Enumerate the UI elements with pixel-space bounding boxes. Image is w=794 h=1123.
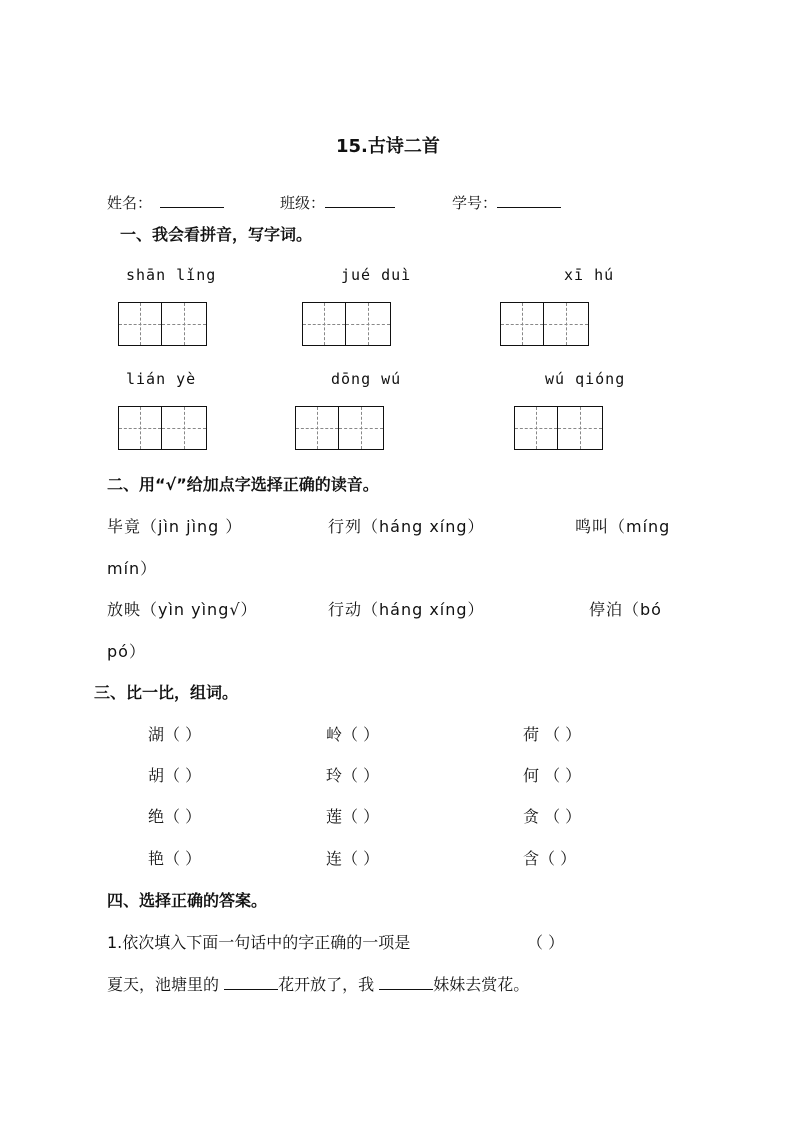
grid-cell[interactable]	[162, 302, 207, 346]
writing-grid[interactable]	[302, 302, 391, 346]
writing-grid[interactable]	[118, 302, 207, 346]
section4-heading: 四、选择正确的答案。	[107, 891, 268, 910]
class-field-row	[280, 192, 395, 213]
grid-cell[interactable]	[544, 302, 589, 346]
compose-word-item[interactable]: 贪 （ ）	[523, 807, 582, 826]
reading-item[interactable]: 行列（háng xíng）	[328, 517, 485, 536]
grid-cell[interactable]	[302, 302, 346, 346]
id-label: 学号：	[452, 194, 498, 212]
compose-word-item[interactable]: 何 （ ）	[523, 766, 582, 785]
pinyin-label: dōng wú	[331, 370, 402, 388]
pinyin-label: jué duì	[341, 266, 412, 284]
page-title: 15.古诗二首	[336, 136, 440, 157]
grid-cell[interactable]	[339, 406, 384, 450]
compose-word-item[interactable]: 湖（ ）	[148, 725, 202, 744]
fill-blank[interactable]	[224, 974, 278, 990]
grid-cell[interactable]	[295, 406, 339, 450]
grid-cell[interactable]	[558, 406, 603, 450]
name-label: 姓名：	[107, 194, 153, 212]
compose-word-item[interactable]: 岭（ ）	[326, 725, 380, 744]
writing-grid[interactable]	[295, 406, 384, 450]
compose-word-item[interactable]: 莲（ ）	[326, 807, 380, 826]
id-field-row	[452, 192, 561, 213]
id-blank[interactable]	[497, 192, 561, 208]
class-blank[interactable]	[325, 192, 395, 208]
fill-blank[interactable]	[379, 974, 433, 990]
pinyin-label: shān lǐng	[126, 266, 217, 284]
fill-sentence	[107, 972, 529, 995]
pinyin-label: lián yè	[126, 370, 197, 388]
section2-heading: 二、用“√”给加点字选择正确的读音。	[107, 475, 379, 494]
pinyin-label: wú qióng	[545, 370, 626, 388]
reading-item-wrap: mín）	[107, 559, 158, 578]
reading-item[interactable]: 停泊（bó	[589, 600, 662, 619]
reading-item[interactable]: 鸣叫（míng	[575, 517, 671, 536]
grid-cell[interactable]	[118, 302, 162, 346]
writing-grid[interactable]	[118, 406, 207, 450]
compose-word-item[interactable]: 连（ ）	[326, 849, 380, 868]
sentence-part: 夏天，池塘里的	[107, 975, 220, 994]
writing-grid[interactable]	[514, 406, 603, 450]
compose-word-item[interactable]: 含（ ）	[523, 849, 577, 868]
sentence-part: 妹妹去赏花。	[433, 975, 530, 994]
section3-heading: 三、比一比，组词。	[94, 683, 239, 702]
name-field-row	[107, 192, 224, 213]
reading-item[interactable]: 放映（yìn yìng√）	[107, 600, 258, 619]
compose-word-item[interactable]: 胡（ ）	[148, 766, 202, 785]
compose-word-item[interactable]: 玲（ ）	[326, 766, 380, 785]
reading-item[interactable]: 毕竟（jìn jìng ）	[107, 517, 243, 536]
answer-parentheses[interactable]: （ ）	[527, 933, 565, 952]
reading-item-wrap: pó）	[107, 642, 146, 661]
reading-item[interactable]: 行动（háng xíng）	[328, 600, 485, 619]
grid-cell[interactable]	[514, 406, 558, 450]
question-1: 1.依次填入下面一句话中的字正确的一项是	[107, 933, 411, 952]
grid-cell[interactable]	[162, 406, 207, 450]
pinyin-label: xī hú	[564, 266, 615, 284]
compose-word-item[interactable]: 绝（ ）	[148, 807, 202, 826]
class-label: 班级：	[280, 194, 326, 212]
compose-word-item[interactable]: 荷 （ ）	[523, 725, 582, 744]
grid-cell[interactable]	[500, 302, 544, 346]
section1-heading: 一、我会看拼音，写字词。	[120, 225, 313, 244]
name-blank[interactable]	[160, 192, 224, 208]
grid-cell[interactable]	[346, 302, 391, 346]
compose-word-item[interactable]: 艳（ ）	[148, 849, 202, 868]
sentence-part: 花开放了，我	[278, 975, 375, 994]
grid-cell[interactable]	[118, 406, 162, 450]
writing-grid[interactable]	[500, 302, 589, 346]
